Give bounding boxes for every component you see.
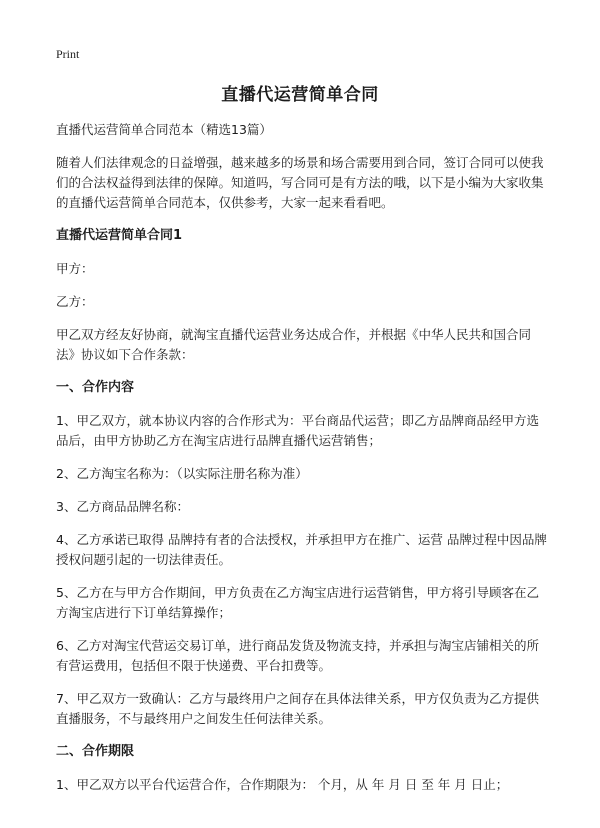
party-a-line: 甲方： [56,261,94,276]
party-b-line: 乙方： [56,294,94,309]
clause-1-4: 4、乙方承诺已取得 品牌持有者的合法授权，并承担甲方在推广、运营 品牌过程中因品牌授权问题引起的一切法律责任。 [56,532,547,567]
clause-1-1: 1、甲乙双方，就本协议内容的合作形式为：平台商品代运营；即乙方品牌商品经甲方选品后，由甲方协助乙方在淘宝店进行品牌直播代运营销售； [56,413,539,448]
document-title: 直播代运营简单合同 [221,85,379,105]
section-heading-cooperation-term: 二、合作期限 [56,744,135,759]
clause-1-5: 5、乙方在与甲方合作期间，甲方负责在乙方淘宝店进行运营销售，甲方将引导顾客在乙方淘宝店进行下订单结算操作； [56,585,539,620]
clause-1-2: 2、乙方淘宝名称为：（以实际注册名称为准） [56,466,308,481]
print-link[interactable]: Print [56,47,80,61]
preamble-paragraph: 甲乙双方经友好协商，就淘宝直播代运营业务达成合作，并根据《中华人民共和国合同法》协议如下合作条款： [56,327,532,362]
clause-1-7: 7、甲乙双方一致确认：乙方与最终用户之间存在具体法律关系，甲方仅负责为乙方提供直播服务，不与最终用户之间发生任何法律关系。 [56,691,539,726]
clause-2-1: 1、甲乙双方以平台代运营合作，合作期限为： 个月，从 年 月 日 至 年 月 日止； [56,777,509,792]
clause-1-3: 3、乙方商品品牌名称： [56,499,189,514]
intro-paragraph: 随着人们法律观念的日益增强，越来越多的场景和场合需要用到合同，签订合同可以使我们的合法权益得到法律的保障。知道吗，写合同可是有方法的哦，以下是小编为大家收集的直播代运营简单合同范本，仅供参考，大家一起来看看吧。 [56,155,544,210]
document-body [56,120,548,808]
document-subtitle: 直播代运营简单合同范本（精选13篇） [56,122,272,137]
clause-1-6: 6、乙方对淘宝代营运交易订单，进行商品发货及物流支持，并承担与淘宝店铺相关的所有营运费用，包括但不限于快递费、平台扣费等。 [56,638,539,673]
contract-heading: 直播代运营简单合同1 [56,228,183,243]
section-heading-cooperation-content: 一、合作内容 [56,380,135,395]
